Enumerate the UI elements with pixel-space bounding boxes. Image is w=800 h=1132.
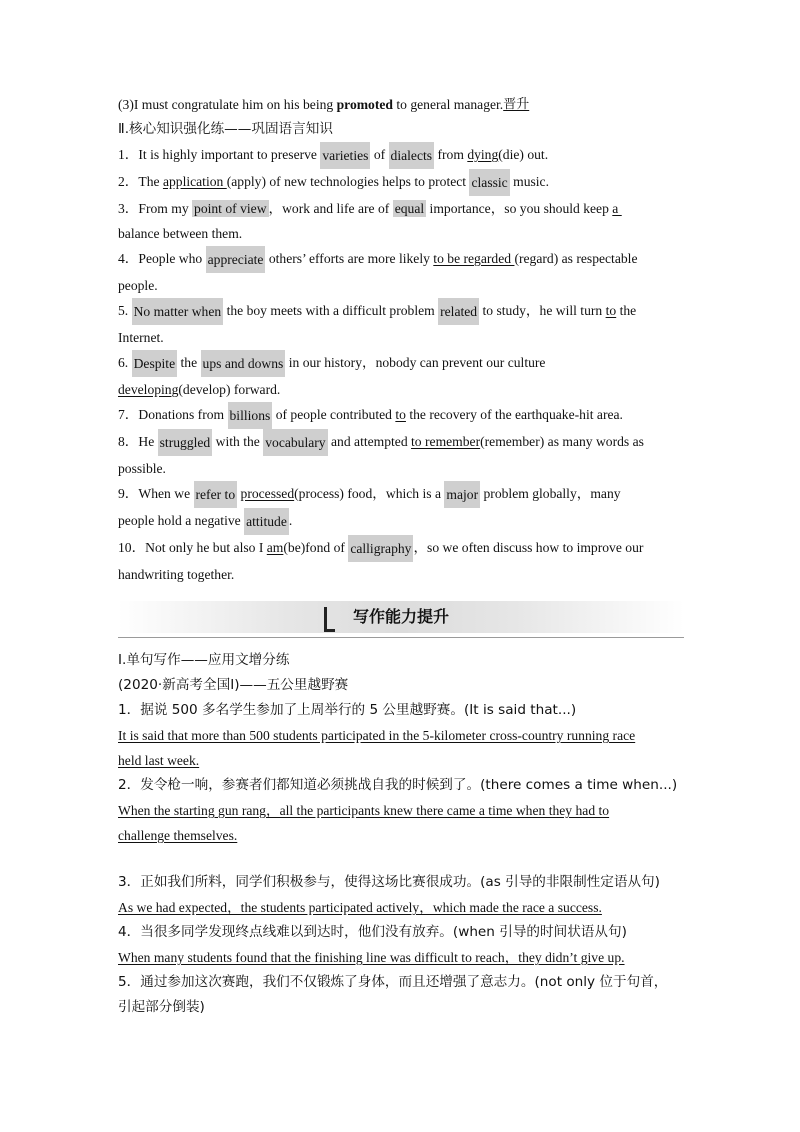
highlight: dialects — [389, 142, 435, 169]
intro-line — [118, 92, 684, 117]
text: (develop) forward. — [178, 382, 281, 397]
banner-title: 写作能力提升 — [352, 607, 450, 626]
exercise-item-6-cont — [118, 377, 684, 402]
highlight: related — [438, 298, 479, 325]
answer: application — [162, 174, 227, 189]
highlight: calligraphy — [348, 535, 413, 562]
text: 1．It is highly important to preserve — [118, 147, 321, 162]
text: (die) out. — [498, 147, 549, 162]
answer: processed — [240, 486, 295, 501]
writing-answer-1 — [118, 723, 684, 748]
text: (be)fond of — [283, 540, 349, 555]
exercise-item-1 — [118, 142, 684, 169]
exercise-item-10-cont — [118, 562, 684, 587]
text: of — [370, 147, 389, 162]
text: and attempted — [327, 434, 412, 449]
text: . — [288, 513, 293, 528]
exercise-item-6 — [118, 350, 684, 377]
exercise-item-5 — [118, 298, 684, 325]
text: 5. — [118, 303, 132, 318]
text: 7．Donations from — [118, 407, 228, 422]
exercise-item-5-cont — [118, 325, 684, 350]
highlight: appreciate — [206, 246, 266, 273]
answer: dying — [467, 147, 499, 162]
text: (apply) of new technologies helps to protect — [226, 174, 470, 189]
bold-word: promoted — [336, 97, 393, 112]
text: the recovery of the earthquake-hit area. — [405, 407, 623, 422]
highlight: Despite — [132, 350, 178, 377]
text: problem globally，many — [480, 486, 621, 501]
text: importance，so you should keep — [426, 201, 613, 216]
text: music. — [509, 174, 549, 189]
answer: to — [395, 407, 406, 422]
text: others’ efforts are more likely — [265, 251, 434, 266]
text: 10．Not only he but also I — [118, 540, 267, 555]
highlight: classic — [469, 169, 509, 196]
answer: to be regarded — [433, 251, 515, 266]
writing-answer-2 — [118, 798, 684, 823]
writing-question-5: 5．通过参加这次赛跑，我们不仅锻炼了身体，而且还增强了意志力。(not only 位于句首， — [118, 974, 668, 990]
highlight: ups and downs — [201, 350, 286, 377]
exercise-item-9 — [118, 481, 684, 508]
answer: When the starting gun rang，all the participants knew there came a time when they had to — [118, 803, 610, 818]
highlight: No matter when — [132, 298, 224, 325]
document-page — [118, 92, 684, 1020]
text: Internet. — [118, 330, 164, 345]
writing-answer-3 — [118, 895, 684, 920]
answer: to — [605, 303, 617, 318]
text: to general manager. — [392, 97, 504, 112]
writing-question-2: 2．发令枪一响，参赛者们都知道必须挑战自我的时候到了。(there comes a time when...) — [118, 777, 678, 793]
writing-question-3: 3．正如我们所料，同学们积极参与，使得这场比赛很成功。(as 引导的非限制性定语从句) — [118, 874, 660, 890]
exercise-item-3 — [118, 196, 684, 221]
text: from — [434, 147, 468, 162]
exercise-item-8 — [118, 429, 684, 456]
text: handwriting together. — [118, 567, 235, 582]
answer: a — [612, 201, 622, 216]
text: ，work and life are of — [268, 201, 393, 216]
answer: As we had expected，the students participated actively，which made the race a success. — [118, 900, 602, 915]
highlight: vocabulary — [263, 429, 327, 456]
text: with the — [212, 434, 264, 449]
exercise-item-8-cont — [118, 456, 684, 481]
answer: It is said that more than 500 students participated in the 5-kilometer cross-country running race — [118, 728, 636, 743]
highlight: equal — [394, 201, 425, 216]
text: possible. — [118, 461, 166, 476]
writing-question-1: 1．据说 500 多名学生参加了上周举行的 5 公里越野赛。(It is said that...) — [118, 702, 577, 718]
bracket-icon — [324, 607, 335, 632]
answer: challenge themselves. — [118, 828, 238, 843]
highlight: major — [444, 481, 480, 508]
section1-heading: Ⅰ.单句写作——应用文增分练 — [118, 652, 290, 668]
text: (remember) as many words as — [480, 434, 644, 449]
text: 8．He — [118, 434, 158, 449]
highlight: struggled — [158, 429, 213, 456]
exercise-item-9-cont — [118, 508, 684, 535]
answer: to remember — [411, 434, 481, 449]
writing-question-5-cont: 引起部分倒装) — [118, 999, 205, 1015]
text: 6. — [118, 355, 132, 370]
text: ，so we often discuss how to improve our — [413, 540, 644, 555]
answer: 晋升 — [503, 97, 530, 112]
text: of people contributed — [272, 407, 396, 422]
source-line: (2020·新高考全国Ⅰ)——五公里越野赛 — [118, 677, 349, 693]
highlight: refer to — [194, 481, 238, 508]
highlight: billions — [228, 402, 273, 429]
text: balance between them. — [118, 226, 243, 241]
exercise-item-4-cont — [118, 273, 684, 298]
section-banner — [118, 597, 684, 638]
exercise-item-3-cont — [118, 221, 684, 246]
highlight: attitude — [244, 508, 289, 535]
writing-answer-1-cont — [118, 748, 684, 773]
answer: held last week. — [118, 753, 200, 768]
highlight: point of view — [194, 201, 267, 216]
text: (process) food，which is a — [294, 486, 445, 501]
text: people hold a negative — [118, 513, 245, 528]
text: people. — [118, 278, 158, 293]
text: 4．People who — [118, 251, 206, 266]
answer: am — [266, 540, 284, 555]
answer: developing — [118, 382, 179, 397]
answer: When many students found that the finishing line was difficult to reach，they didn’t give up. — [118, 950, 625, 965]
text: 2．The — [118, 174, 163, 189]
exercise-item-2 — [118, 169, 684, 196]
text: 9．When we — [118, 486, 194, 501]
highlight: varieties — [320, 142, 370, 169]
text: the — [616, 303, 637, 318]
exercise-item-7 — [118, 402, 684, 429]
writing-question-4: 4．当很多同学发现终点线难以到达时，他们没有放弃。(when 引导的时间状语从句) — [118, 924, 627, 940]
text: (regard) as respectable — [514, 251, 638, 266]
exercise-item-10 — [118, 535, 684, 562]
text: (3)I must congratulate him on his being — [118, 97, 337, 112]
text: in our history，nobody can prevent our culture — [285, 355, 546, 370]
text: the boy meets with a difficult problem — [223, 303, 439, 318]
text: to study，he will turn — [479, 303, 606, 318]
section2-heading: Ⅱ.核心知识强化练——巩固语言知识 — [118, 121, 333, 137]
text: the — [177, 355, 201, 370]
exercise-item-4 — [118, 246, 684, 273]
text: 3．From my — [118, 201, 193, 216]
spacer — [118, 848, 684, 870]
writing-answer-2-cont — [118, 823, 684, 848]
writing-answer-4 — [118, 945, 684, 970]
